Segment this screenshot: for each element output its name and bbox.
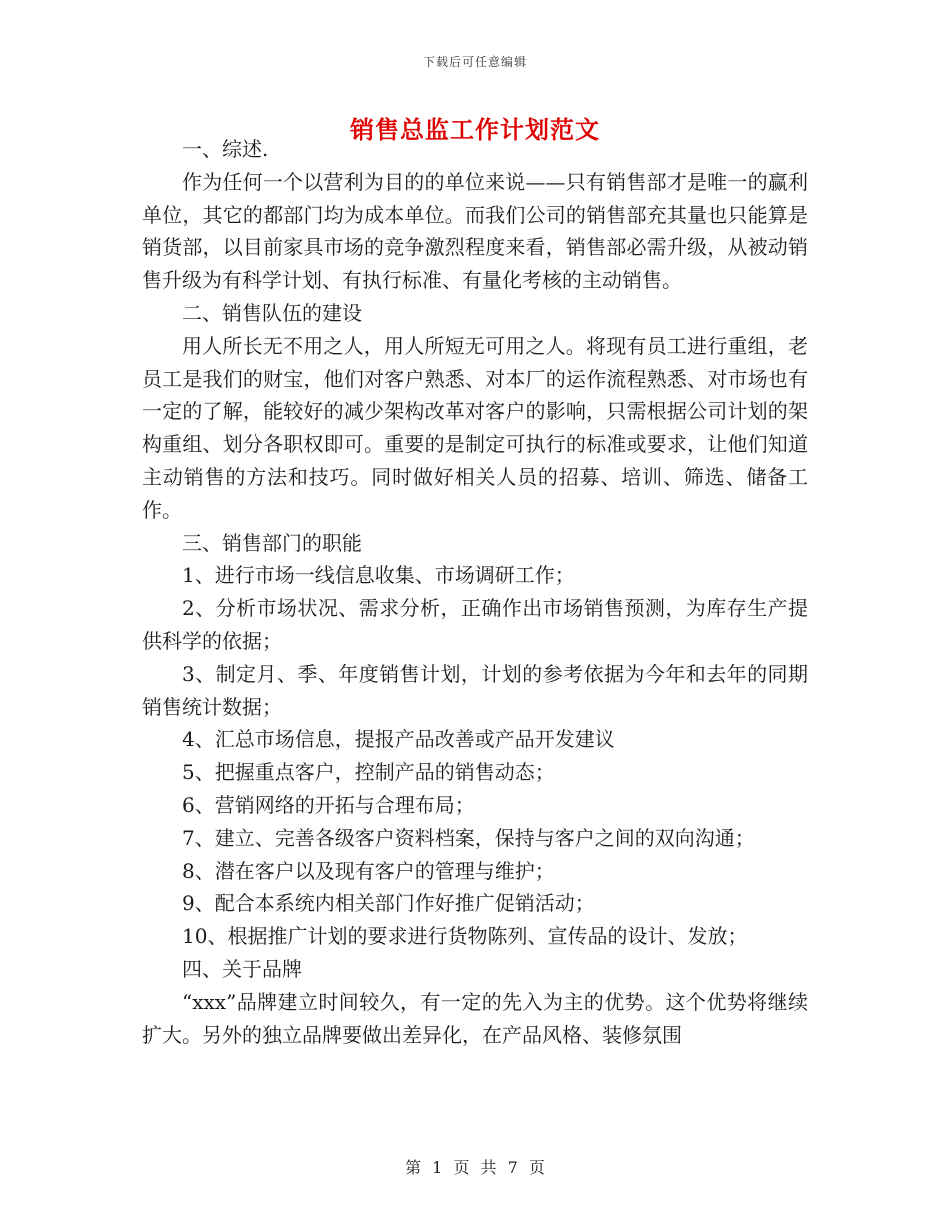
list-item: 2、分析市场状况、需求分析，正确作出市场销售预测，为库存生产提供科学的依据； [142, 596, 808, 653]
document-body [142, 133, 808, 1051]
header-note: 下载后可任意编辑 [422, 55, 527, 69]
section-heading-sales-team: 二、销售队伍的建设 [182, 300, 362, 325]
list-item: 9、配合本系统内相关部门作好推广促销活动； [182, 891, 595, 916]
list-item: 7、建立、完善各级客户资料档案，保持与客户之间的双向沟通； [182, 825, 755, 850]
list-item: 4、汇总市场信息，提报产品改善或产品开发建议 [182, 727, 615, 752]
list-item: 6、营销网络的开拓与合理布局； [182, 792, 475, 817]
page-number: 第 1 页 共 7 页 [405, 1158, 545, 1177]
section-heading-overview: 一、综述. [182, 137, 269, 161]
section-heading-functions: 三、销售部门的职能 [182, 530, 362, 555]
list-item: 10、根据推广计划的要求进行货物陈列、宣传品的设计、发放； [182, 924, 748, 949]
list-item: 3、制定月、季、年度销售计划，计划的参考依据为今年和去年的同期销售统计数据； [142, 661, 808, 719]
list-item: 1、进行市场一线信息收集、市场调研工作； [182, 563, 575, 588]
section-heading-brand: 四、关于品牌 [182, 956, 302, 981]
paragraph-overview: 作为任何一个以营利为目的的单位来说——只有销售部才是唯一的赢利单位，其它的都部门均为成本单位。而我们公司的销售部充其量也只能算是销货部，以目前家具市场的竞争激烈程度来看，销售部必需升级，从被动销售升级为有科学计划、有执行标准、有量化考核的主动销售。 [142, 169, 808, 293]
paragraph-brand: “xxx”品牌建立时间较久，有一定的先入为主的优势。这个优势将继续扩大。另外的独立品牌要做出差异化，在产品风格、装修氛围 [142, 989, 808, 1047]
paragraph-sales-team: 用人所长无不用之人，用人所短无可用之人。将现有员工进行重组，老员工是我们的财宝，他们对客户熟悉、对本厂的运作流程熟悉、对市场也有一定的了解，能较好的减少架构改革对客户的影响，只需根据公司计划的架构重组、划分各职权即可。重要的是制定可执行的标准或要求，让他们知道主动销售的方法和技巧。同时做好相关人员的招募、培训、筛选、储备工作。 [142, 333, 808, 522]
list-item: 5、把握重点客户，控制产品的销售动态； [182, 760, 555, 785]
document-title: 销售总监工作计划范文 [350, 115, 600, 144]
list-item: 8、潜在客户以及现有客户的管理与维护； [182, 858, 555, 883]
